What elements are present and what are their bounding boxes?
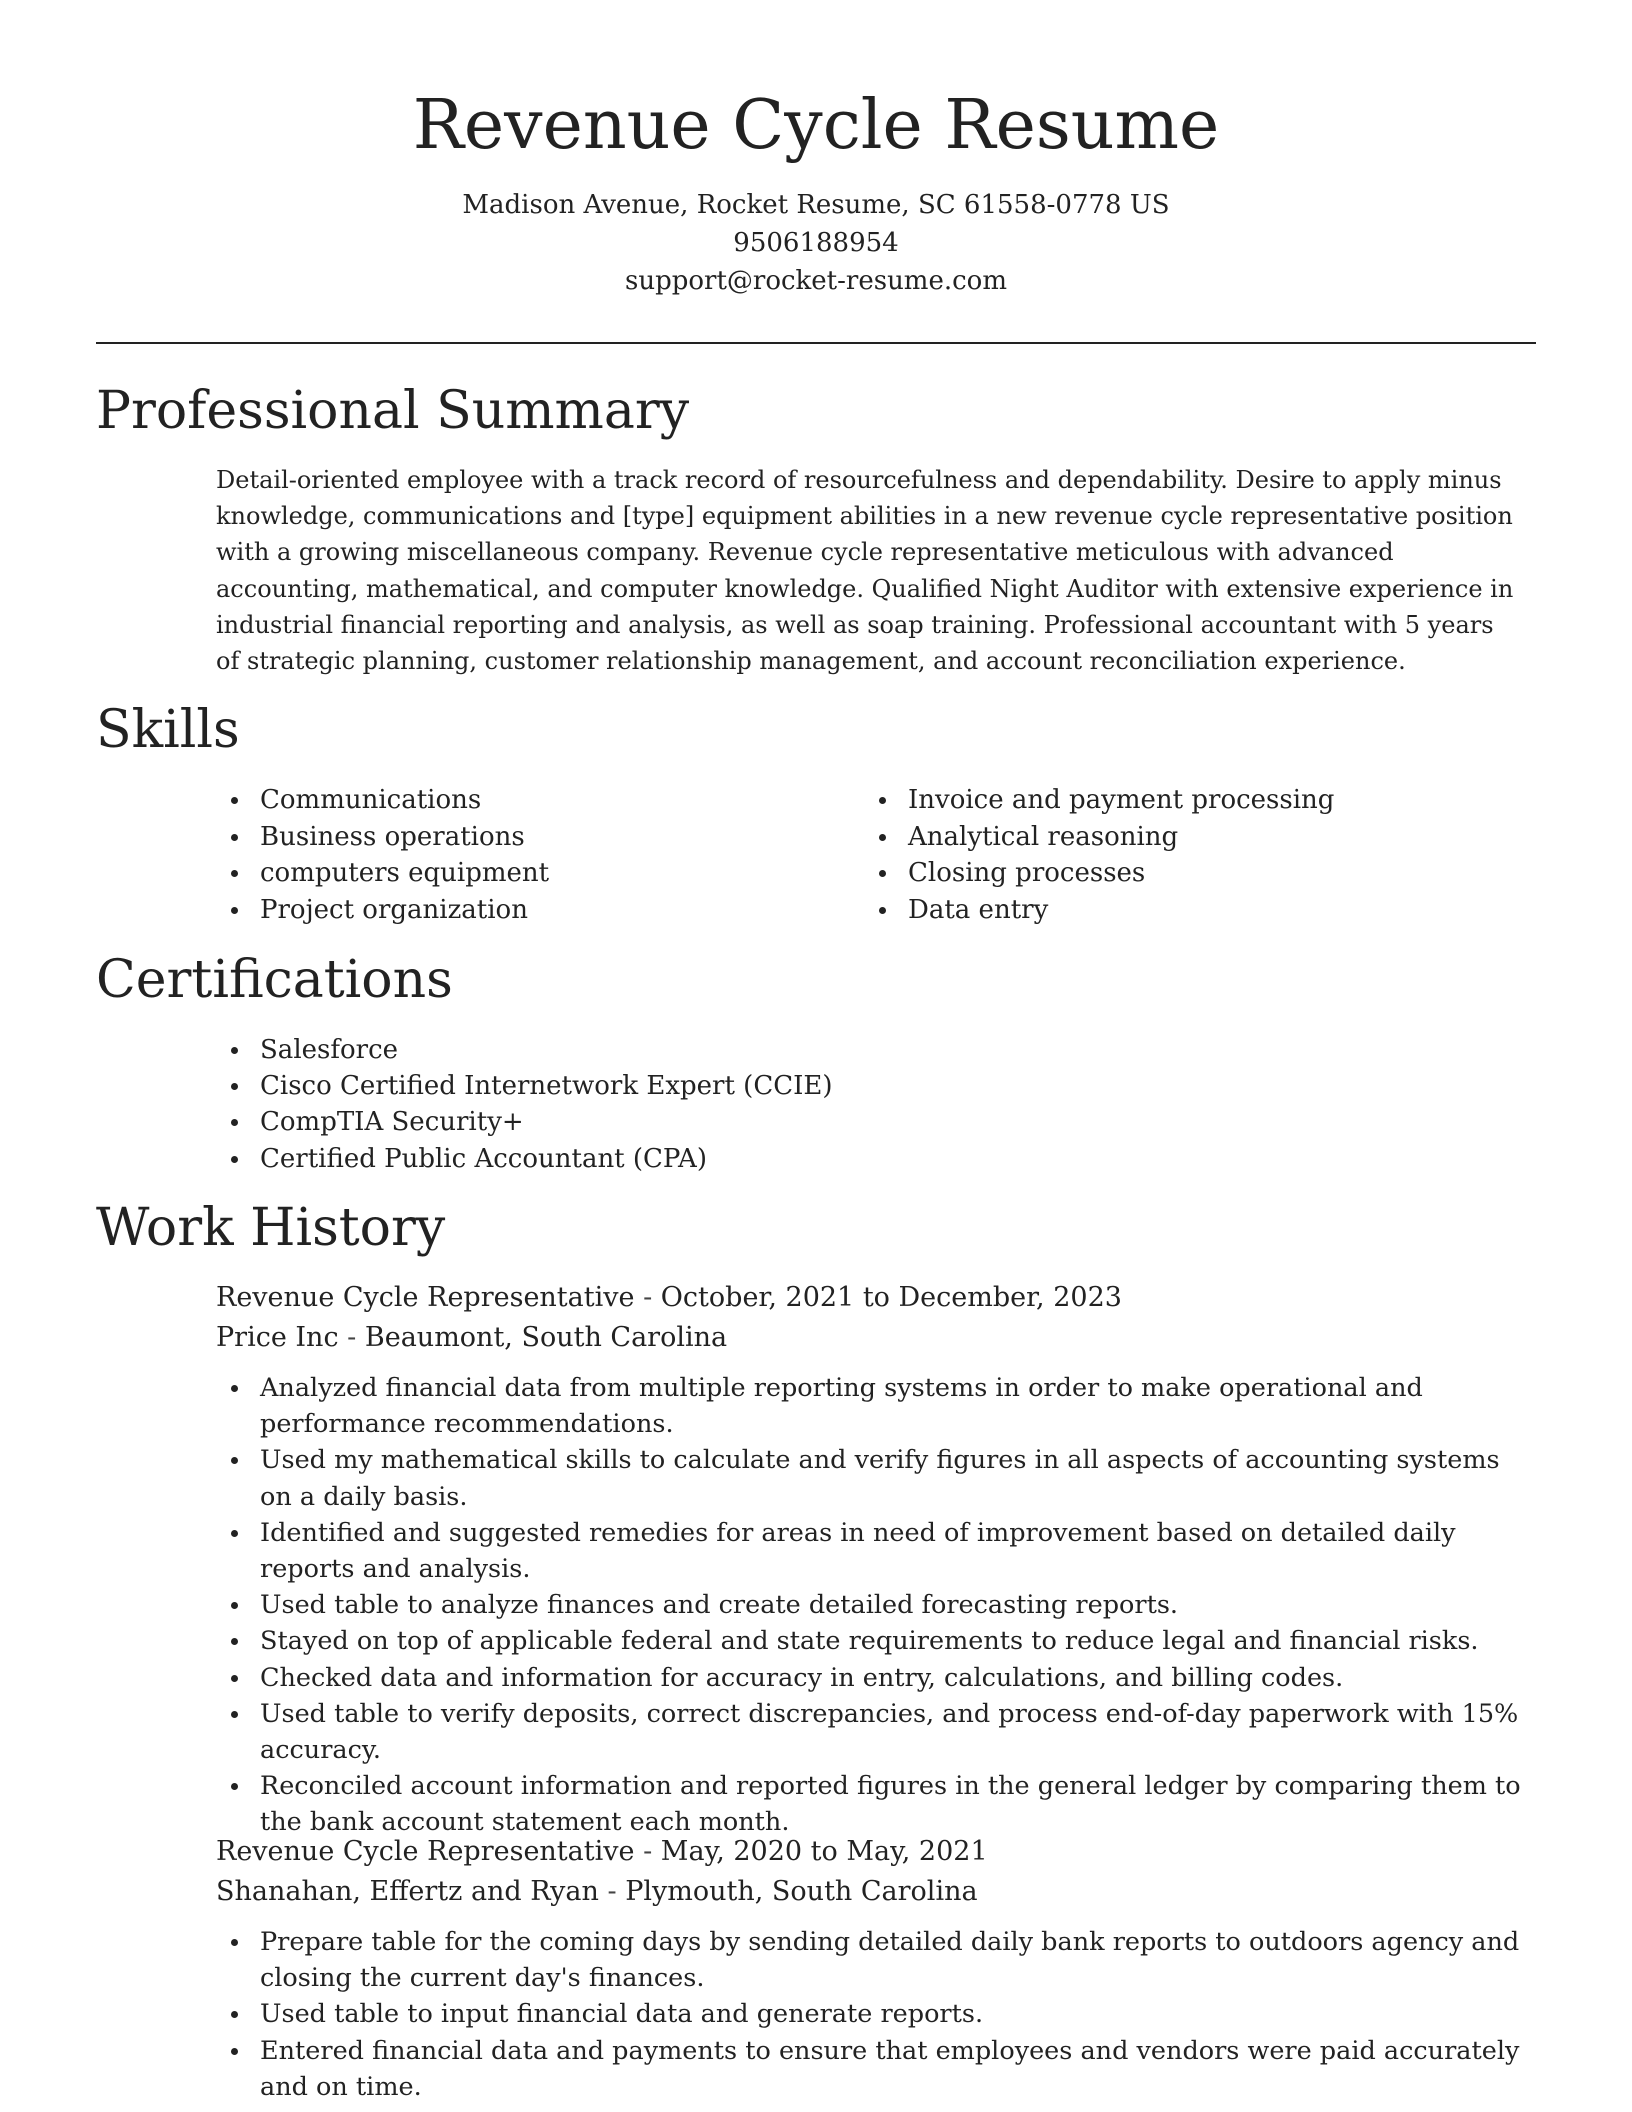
resume-title: Revenue Cycle Resume (412, 86, 1220, 165)
skill-item: Invoice and payment processing (864, 782, 1524, 819)
skill-item: Communications (216, 782, 836, 819)
skill-item: Project organization (216, 892, 836, 929)
job-bullet: Used table to analyze finances and create detailed forecasting reports. (216, 1587, 1536, 1623)
separator: - (643, 1282, 653, 1313)
job-bullets (216, 1924, 1536, 2105)
certification-item: Salesforce (216, 1032, 1516, 1068)
job-bullets (216, 1370, 1536, 1841)
certification-item: CompTIA Security+ (216, 1104, 1516, 1140)
contact-address: Madison Avenue, Rocket Resume, SC 61558-0778 US (462, 190, 1170, 220)
job-dates: October, 2021 to December, 2023 (660, 1282, 1122, 1313)
certification-item: Cisco Certified Internetwork Expert (CCIE) (216, 1068, 1516, 1104)
job-location: Plymouth, South Carolina (625, 1876, 978, 1907)
job-bullet: Prepare table for the coming days by sending detailed daily bank reports to outdoors agency and closing the current day's finances. (216, 1924, 1536, 1996)
skill-item: Closing processes (864, 855, 1524, 892)
contact-phone: 9506188954 (733, 228, 899, 258)
separator: - (347, 1322, 357, 1353)
job-entry (216, 1278, 1536, 1841)
job-title: Revenue Cycle Representative (216, 1836, 635, 1867)
skills-list-left (216, 782, 836, 928)
skill-item: Business operations (216, 819, 836, 856)
job-bullet: Analyzed financial data from multiple reporting systems in order to make operational and performance recommendations. (216, 1370, 1536, 1442)
skill-item: computers equipment (216, 855, 836, 892)
job-bullet: Entered financial data and payments to ensure that employees and vendors were paid accurately and on time. (216, 2033, 1536, 2105)
job-title-line (216, 1278, 1536, 1318)
certification-item: Certified Public Accountant (CPA) (216, 1141, 1516, 1177)
job-company-line (216, 1872, 1536, 1912)
skill-item: Data entry (864, 892, 1524, 929)
contact-info (96, 186, 1536, 300)
summary-heading: Professional Summary (96, 381, 690, 441)
job-bullet: Used table to verify deposits, correct discrepancies, and process end-of-day paperwork with 15% accuracy. (216, 1696, 1536, 1768)
job-entry (216, 1832, 1536, 2105)
resume-header (96, 80, 1536, 300)
job-company: Shanahan, Effertz and Ryan (216, 1876, 599, 1907)
job-bullet: Reconciled account information and reported figures in the general ledger by comparing them to the bank account statement each month. (216, 1768, 1536, 1840)
summary-text: Detail-oriented employee with a track record of resourcefulness and dependability. Desire to apply minus knowledge, communications and [type] equipment abilities in a new revenue cycle representative position with a growing miscellaneous company. Revenue cycle representative meticulous with advanced accounting, mathematical, and computer knowledge. Qualified Night Auditor with extensive experience in industrial financial reporting and analysis, as well as soap training. Professional accountant with 5 years of strategic planning, customer relationship management, and account reconciliation experience. (216, 466, 1514, 676)
work-history-heading: Work History (96, 1198, 446, 1258)
skill-item: Analytical reasoning (864, 819, 1524, 856)
job-company: Price Inc (216, 1322, 339, 1353)
job-bullet: Identified and suggested remedies for areas in need of improvement based on detailed daily reports and analysis. (216, 1515, 1536, 1587)
job-dates: May, 2020 to May, 2021 (660, 1836, 988, 1867)
job-location: Beaumont, South Carolina (364, 1322, 728, 1353)
skills-heading: Skills (96, 700, 240, 760)
job-bullet: Checked data and information for accuracy in entry, calculations, and billing codes. (216, 1660, 1536, 1696)
job-title-line (216, 1832, 1536, 1872)
separator: - (607, 1876, 617, 1907)
certifications-list (216, 1032, 1516, 1177)
contact-email: support@rocket-resume.com (624, 266, 1007, 296)
job-company-line (216, 1318, 1536, 1358)
job-bullet: Used table to input financial data and generate reports. (216, 1996, 1536, 2032)
header-divider (96, 342, 1536, 344)
skills-list-right (864, 782, 1524, 928)
certifications-heading: Certifications (96, 950, 453, 1010)
separator: - (643, 1836, 653, 1867)
job-bullet: Used my mathematical skills to calculate and verify figures in all aspects of accounting systems on a daily basis. (216, 1442, 1536, 1514)
job-bullet: Stayed on top of applicable federal and state requirements to reduce legal and financial risks. (216, 1623, 1536, 1659)
job-title: Revenue Cycle Representative (216, 1282, 635, 1313)
